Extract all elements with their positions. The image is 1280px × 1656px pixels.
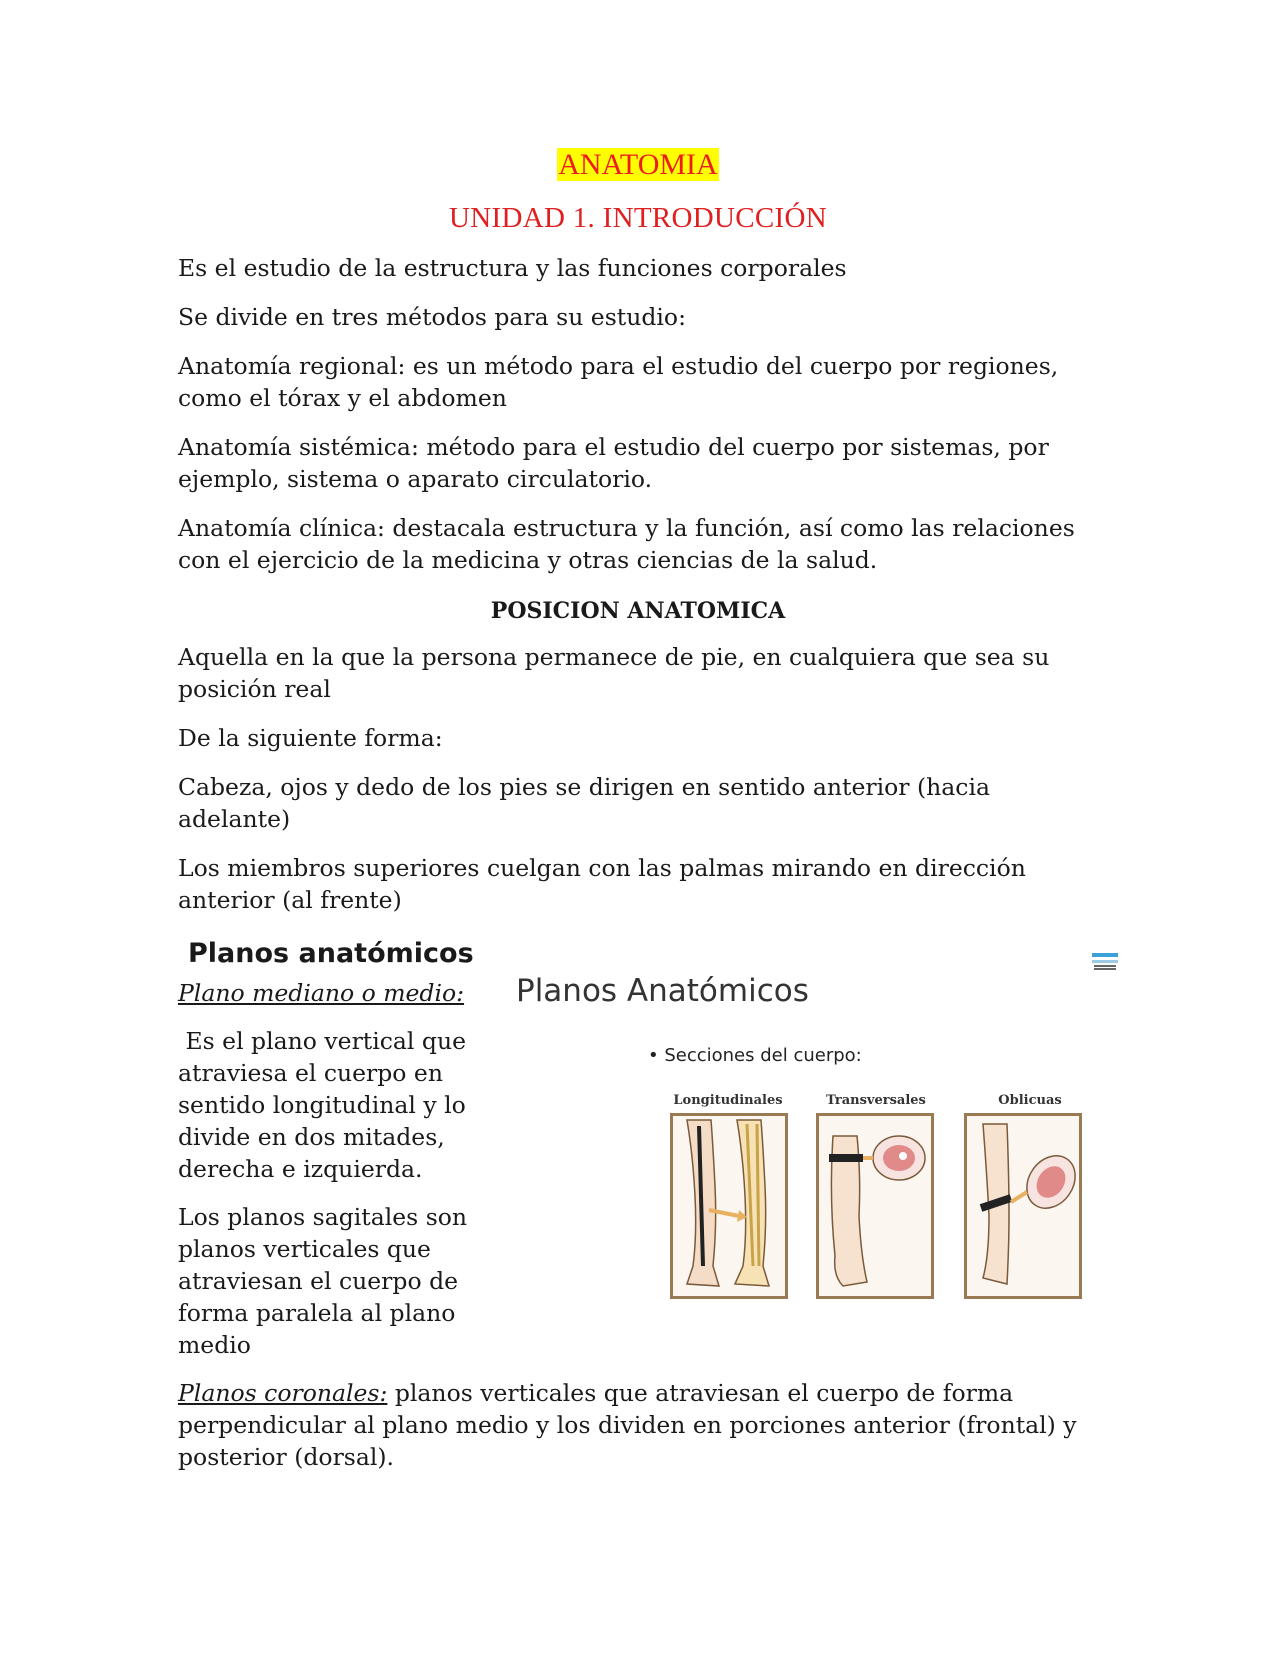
panel-label-transversales: Transversales <box>826 1093 926 1108</box>
intro-paragraph: Anatomía clínica: destacala estructura y la función, así como las relaciones con el ejercicio de la medicina y otras ciencias de la salud. <box>178 514 1075 574</box>
planos-sagitales-text: Los planos sagitales son planos verticales que atraviesan el cuerpo de forma paralela al plano medio <box>178 1203 468 1359</box>
logo-icon <box>1092 953 1118 971</box>
arm-transversal-illustration <box>819 1116 931 1296</box>
planos-coronales-paragraph: Planos coronales: planos verticales que atraviesan el cuerpo de forma perpendicular al plano medio y los dividen en porciones anterior (frontal) y posterior (dorsal). <box>178 1379 1077 1471</box>
panel-oblicuas <box>964 1113 1082 1299</box>
posicion-paragraph: De la siguiente forma: <box>178 724 443 752</box>
figure-bullet: • Secciones del cuerpo: <box>648 1045 862 1066</box>
intro-paragraph: Anatomía sistémica: método para el estudio del cuerpo por sistemas, por ejemplo, sistema o aparato circulatorio. <box>178 433 1049 493</box>
plano-mediano-label: Plano mediano o medio: <box>178 979 465 1007</box>
planos-text-column <box>178 977 478 1377</box>
posicion-paragraph: Cabeza, ojos y dedo de los pies se dirigen en sentido anterior (hacia adelante) <box>178 773 990 833</box>
panel-label-longitudinales: Longitudinales <box>673 1093 783 1108</box>
posicion-paragraph: Aquella en la que la persona permanece de pie, en cualquiera que sea su posición real <box>178 643 1050 703</box>
unit-subtitle: UNIDAD 1. INTRODUCCIÓN <box>449 202 827 234</box>
planos-figure <box>508 961 1118 1361</box>
panel-longitudinales <box>670 1113 788 1299</box>
panel-transversales <box>816 1113 934 1299</box>
section-heading-posicion: POSICION ANATOMICA <box>490 598 786 624</box>
leg-oblique-illustration <box>967 1116 1079 1296</box>
intro-paragraph: Es el estudio de la estructura y las funciones corporales <box>178 254 847 282</box>
intro-paragraph: Anatomía regional: es un método para el estudio del cuerpo por regiones, como el tórax y el abdomen <box>178 352 1059 412</box>
intro-paragraph: Se divide en tres métodos para su estudio: <box>178 303 686 331</box>
planos-row <box>178 973 1098 1377</box>
leg-longitudinal-illustration <box>673 1116 785 1296</box>
panel-label-oblicuas: Oblicuas <box>998 1093 1062 1108</box>
document-page <box>178 140 1098 1473</box>
figure-title: Planos Anatómicos <box>516 973 809 1009</box>
section-heading-planos: Planos anatómicos <box>188 938 474 969</box>
posicion-paragraph: Los miembros superiores cuelgan con las palmas mirando en dirección anterior (al frente) <box>178 854 1026 914</box>
document-title: ANATOMIA <box>558 148 718 181</box>
plano-mediano-text: Es el plano vertical que atraviesa el cuerpo en sentido longitudinal y lo divide en dos mitades, derecha e izquierda. <box>178 1027 474 1183</box>
